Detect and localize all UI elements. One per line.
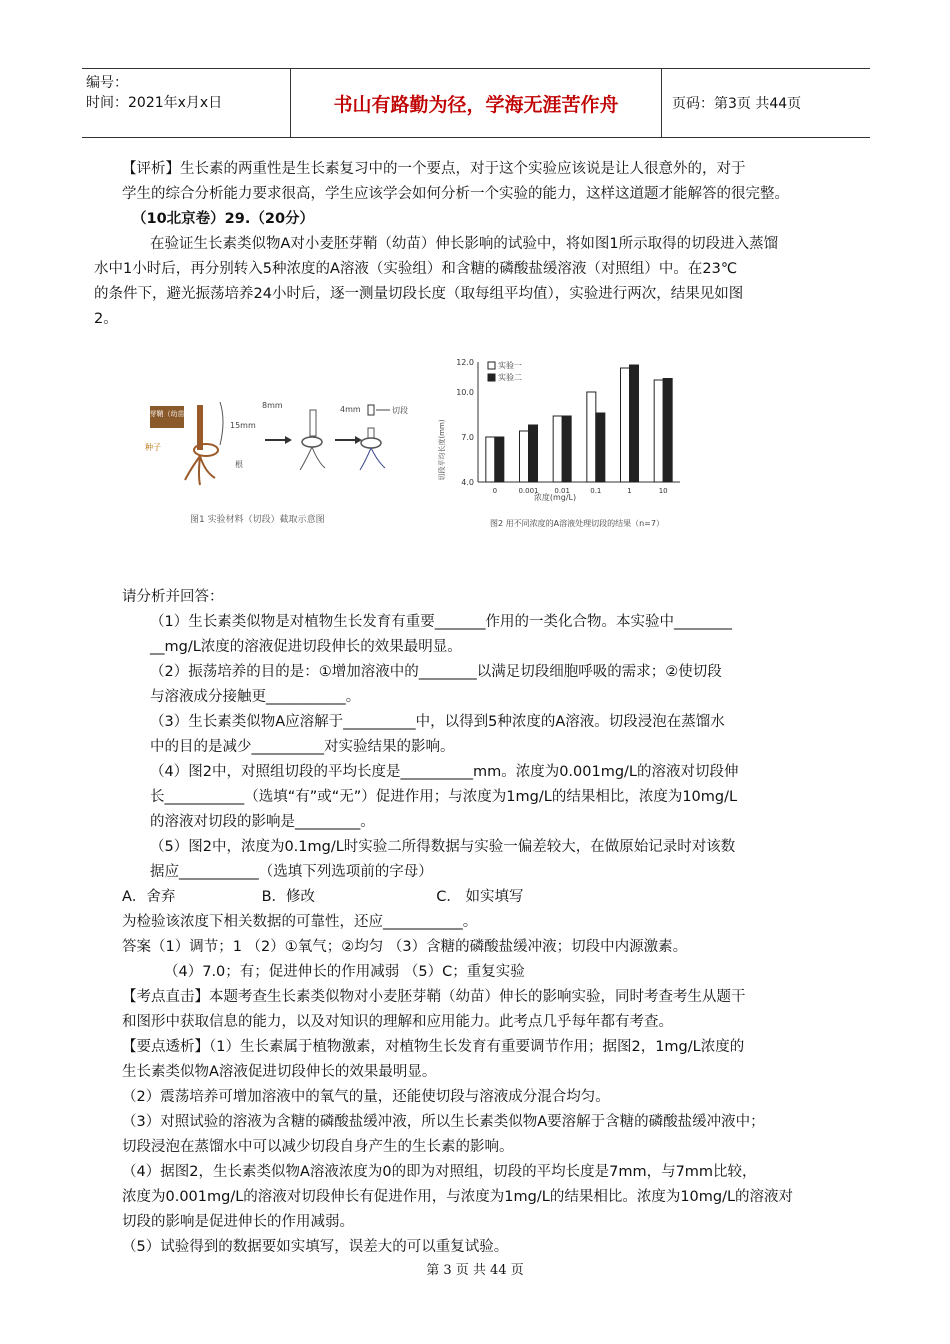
sub-question: （3）生长素类似物A应溶解于__________中，以得到5种浓度的A溶液。切段浸泡在蒸馏水 — [150, 714, 725, 730]
sub-question: 据应___________（选填下列选项前的字母） — [150, 864, 433, 880]
questions-block — [122, 585, 864, 1260]
options-row — [122, 885, 864, 910]
legend-label: 实验二 — [498, 373, 522, 382]
x-tick-label: 0.001 — [518, 487, 539, 495]
y-tick-label: 7.0 — [461, 433, 474, 442]
roots-1 — [185, 456, 215, 485]
y-tick-label: 10.0 — [456, 388, 474, 397]
sub-question: 为检验该浓度下相关数据的可靠性，还应___________。 — [122, 914, 478, 930]
analysis-line: （5）试验得到的数据要如实填写，误差大的可以重复试验。 — [122, 1239, 509, 1255]
chart-bars — [486, 365, 672, 495]
analysis-line: （2）震荡培养可增加溶液中的氧气的量，还能使切段与溶液成分混合均匀。 — [122, 1089, 610, 1105]
bar-series1 — [520, 431, 529, 482]
analysis-line: 生长素类似物A溶液促进切段伸长的效果最明显。 — [122, 1064, 437, 1080]
bar-series2 — [630, 365, 639, 482]
label-8mm: 8mm — [262, 401, 283, 410]
bar-series2 — [663, 379, 672, 483]
header-left — [82, 69, 290, 137]
label-15mm: 15mm — [230, 421, 256, 430]
key-point-line: 【考点直击】本题考查生长素类似物对小麦胚芽鞘（幼苗）伸长的影响实验，同时考查考生从题干 — [122, 989, 746, 1005]
seedling-2-stem — [310, 410, 316, 436]
bar-series1 — [553, 416, 562, 482]
arrow-1-head — [285, 436, 292, 444]
sub-question: （1）生长素类似物是对植物生长发育有重要_______作用的一类化合物。本实验中________ — [150, 614, 732, 630]
answer-line: 答案（1）调节；1 （2）①氧气；②均匀 （3）含糖的磷酸盐缓冲液；切段中内源激素。 — [122, 939, 688, 955]
page-footer: 第 3 页 共 44 页 — [426, 1263, 524, 1278]
bar-series2 — [529, 425, 538, 482]
ask-line: 请分析并回答： — [122, 589, 224, 605]
label-4mm: 4mm — [340, 405, 361, 414]
y-tick-label: 4.0 — [461, 478, 474, 487]
analysis-line: （4）据图2，生长素类似物A溶液浓度为0的即为对照组，切段的平均长度是7mm，与7mm比较， — [122, 1164, 757, 1180]
roots-2 — [300, 447, 325, 470]
seed-2 — [302, 437, 322, 447]
sub-question: （5）图2中，浓度为0.1mg/L时实验二所得数据与实验一偏差较大，在做原始记录时对该数 — [150, 839, 736, 855]
page-header — [82, 68, 870, 138]
figure-2-chart — [430, 350, 690, 550]
bar-series2 — [562, 416, 571, 482]
legend-label: 实验一 — [498, 361, 522, 370]
figure-1-caption: 图1 实验材料（切段）截取示意图 — [190, 515, 325, 525]
sub-question: 长___________（选填“有”或“无”）促进作用；与浓度为1mg/L的结果相比，浓度为10mg/L — [150, 789, 738, 805]
question-line: 水中1小时后，再分别转入5种浓度的A溶液（实验组）和含糖的磷酸盐缓溶液（对照组）中。在23℃ — [94, 261, 738, 277]
figures — [140, 350, 690, 550]
chart-legend — [488, 360, 522, 382]
legend-swatch — [488, 362, 495, 369]
analysis-line: 浓度为0.001mg/L的溶液对切段伸长有促进作用，与浓度为1mg/L的结果相比。浓度为10mg/L的溶液对 — [122, 1189, 794, 1205]
analysis-line: 切段浸泡在蒸馏水中可以减少切段自身产生的生长素的影响。 — [122, 1139, 514, 1155]
cut-segment — [368, 405, 374, 415]
x-tick-label: 10 — [658, 487, 668, 495]
question-line: 的条件下，避光振荡培养24小时后，逐一测量切段长度（取每组平均值），实验进行两次，结果见如图 — [94, 286, 744, 302]
x-tick-label: 0 — [492, 487, 498, 495]
bar-series2 — [495, 437, 504, 482]
bar-series1 — [587, 392, 596, 482]
x-tick-label: 1 — [627, 487, 632, 495]
sub-question: 的溶液对切段的影响是_________。 — [150, 814, 375, 830]
brace-1 — [220, 402, 223, 445]
chart-ylabel: 切段平均长度(mm) — [438, 419, 446, 481]
analysis-block — [94, 157, 864, 332]
analysis-line: 学生的综合分析能力要求很高，学生应该学会如何分析一个实验的能力，这样这道题才能解答的很完整。 — [122, 186, 789, 202]
sub-question: 中的目的是减少__________对实验结果的影响。 — [150, 739, 455, 755]
seed-3 — [361, 438, 381, 448]
question-line: 2。 — [94, 311, 118, 327]
roots-3 — [360, 448, 385, 470]
question-source: （10北京卷）29.（20分） — [132, 211, 315, 227]
label-cut: 切段 — [392, 406, 408, 415]
analysis-line: （3）对照试验的溶液为含糖的磷酸盐缓冲液，所以生长素类似物A要溶解于含糖的磷酸盐缓冲液中； — [122, 1114, 765, 1130]
chart-caption: 图2 用不同浓度的A溶液处理切段的结果（n=7） — [490, 519, 664, 528]
option-a: A．舍弃 — [122, 889, 176, 905]
time-label: 时间：2021年x月x日 — [86, 95, 223, 111]
option-c: C． 如实填写 — [436, 889, 524, 905]
analysis-line: 【评析】生长素的两重性是生长素复习中的一个要点，对于这个实验应该说是让人很意外的，对于 — [122, 161, 746, 177]
sub-question: __mg/L浓度的溶液促进切段伸长的效果最明显。 — [150, 639, 462, 655]
label-root: 根 — [235, 460, 243, 469]
x-tick-label: 0.01 — [554, 487, 570, 495]
sub-question: 与溶液成分接触更___________。 — [150, 689, 361, 705]
x-tick-label: 0.1 — [590, 487, 602, 495]
analysis-line: 切段的影响是促进伸长的作用减弱。 — [122, 1214, 354, 1230]
y-tick-label: 12.0 — [456, 358, 474, 367]
label-seed: 种子 — [145, 443, 161, 452]
bar-series1 — [654, 380, 663, 482]
motto: 书山有路勤为径，学海无涯苦作舟 — [290, 69, 662, 137]
legend-swatch — [488, 374, 495, 381]
label-coleoptile: 胚芽鞘（幼苗） — [142, 410, 192, 418]
sub-question: （2）振荡培养的目的是：①增加溶液中的________以满足切段细胞呼吸的需求；②使切段 — [150, 664, 722, 680]
chart-xlabel: 浓度(mg/L) — [533, 493, 577, 502]
option-b: B．修改 — [261, 889, 316, 905]
sub-question: （4）图2中，对照组切段的平均长度是__________mm。浓度为0.001mg/L的溶液对切段伸 — [150, 764, 739, 780]
seedling-3-stem — [368, 428, 374, 438]
analysis-line: 【要点透析】（1）生长素属于植物激素，对植物生长发育有重要调节作用；据图2，1mg/L浓度的 — [122, 1039, 745, 1055]
number-label: 编号： — [86, 75, 128, 91]
key-point-line: 和图形中获取信息的能力，以及对知识的理解和应用能力。此考点几乎每年都有考查。 — [122, 1014, 673, 1030]
bar-series2 — [596, 413, 605, 482]
bar-series1 — [486, 437, 495, 482]
bar-series1 — [621, 368, 630, 482]
page-label: 页码：第3页 共44页 — [672, 96, 802, 112]
answer-line: （4）7.0；有；促进伸长的作用减弱 （5）C；重复实验 — [164, 964, 525, 980]
question-line: 在验证生长素类似物A对小麦胚芽鞘（幼苗）伸长影响的试验中，将如图1所示取得的切段进入蒸馏 — [150, 236, 779, 252]
